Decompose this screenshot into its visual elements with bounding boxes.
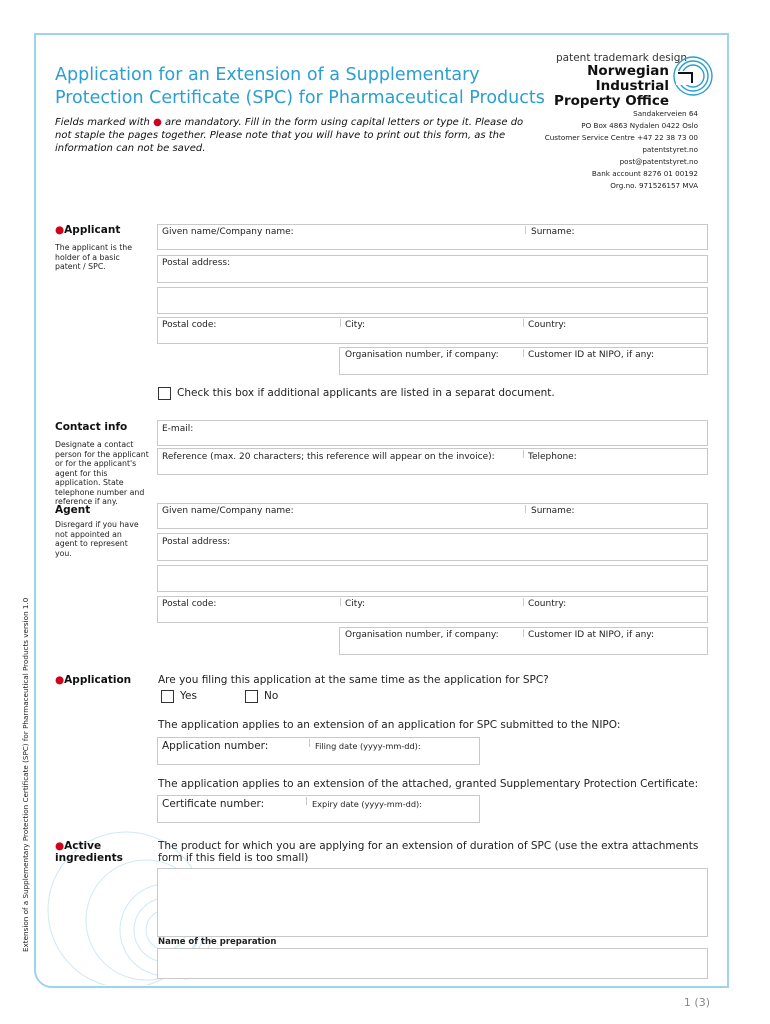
applicant-location-field[interactable]: [157, 317, 708, 344]
expiry-date-label: Expiry date (yyyy-mm-dd):: [312, 799, 423, 809]
agent-postal-address-field-2[interactable]: [157, 565, 708, 592]
side-version-text: Extension of a Supplementary Protection Certificate (SPC) for Pharmaceutical Products version 1.0: [21, 597, 30, 952]
extension-certificate-text: The application applies to an extension of the attached, granted Supplementary Protection Certificate:: [158, 778, 699, 790]
agent-postal-address-field[interactable]: [157, 533, 708, 561]
agent-surname-label: Surname:: [531, 506, 575, 516]
contact-heading: Contact info: [55, 421, 128, 433]
agent-postal-code-label: Postal code:: [162, 599, 217, 609]
application-number-label: Application number:: [162, 740, 269, 752]
page-number: 1 (3): [683, 996, 710, 1009]
contact-telephone-label: Telephone:: [528, 452, 577, 462]
applicant-note: The applicant is the holder of a basic patent / SPC.: [55, 243, 133, 271]
applicant-given-name-label: Given name/Company name:: [162, 227, 294, 237]
logo-icon: [672, 55, 714, 97]
additional-applicants-label: Check this box if additional applicants are listed in a separat document.: [177, 387, 555, 399]
applicant-org-number-label: Organisation number, if company:: [345, 350, 499, 360]
logo-tagline: patent trademark design: [556, 52, 688, 64]
agent-note: Disregard if you have not appointed an agent to represent you.: [55, 520, 139, 558]
agent-heading: Agent: [55, 504, 91, 516]
contact-email-field[interactable]: [157, 420, 708, 446]
active-ingredients-field[interactable]: [157, 868, 708, 937]
applicant-postal-address-label: Postal address:: [162, 258, 231, 268]
active-ingredients-text: The product for which you are applying for an extension of duration of SPC (use the extra attachments form if this field is too small): [158, 840, 699, 864]
applicant-city-label: City:: [345, 320, 366, 330]
agent-given-name-label: Given name/Company name:: [162, 506, 294, 516]
contact-note: Designate a contact person for the applicant or for the applicant's agent for this application. State telephone number and reference if any.: [55, 440, 149, 506]
applicant-surname-label: Surname:: [531, 227, 575, 237]
agent-city-label: City:: [345, 599, 366, 609]
agent-location-field[interactable]: [157, 596, 708, 623]
active-ingredients-heading: ●Active ingredients: [55, 840, 123, 864]
application-question: Are you filing this application at the same time as the application for SPC?: [158, 674, 549, 686]
agent-customer-id-label: Customer ID at NIPO, if any:: [528, 630, 654, 640]
mandatory-dot-icon: ●: [153, 117, 162, 128]
filing-date-label: Filing date (yyyy-mm-dd):: [315, 741, 421, 751]
contact-email-label: E-mail:: [162, 424, 194, 434]
application-heading: ●Application: [55, 674, 132, 686]
preparation-name-field[interactable]: [157, 948, 708, 979]
yes-label: Yes: [180, 690, 197, 702]
no-label: No: [264, 690, 279, 702]
applicant-postal-address-field[interactable]: [157, 255, 708, 283]
office-address: Sandakerveien 64 PO Box 4863 Nydalen 0422 Oslo Customer Service Centre +47 22 38 73 00 patentstyret.no post@patentstyret.no Bank account 8276 01 00192 Org.no. 971526157 MVA: [544, 109, 698, 190]
preparation-name-label: Name of the preparation: [158, 937, 277, 947]
contact-reference-label: Reference (max. 20 characters; this reference will appear on the invoice):: [162, 452, 495, 462]
agent-org-number-label: Organisation number, if company:: [345, 630, 499, 640]
yes-checkbox[interactable]: [161, 690, 174, 703]
logo-name: Norwegian Industrial Property Office: [554, 63, 669, 109]
applicant-postal-code-label: Postal code:: [162, 320, 217, 330]
applicant-customer-id-label: Customer ID at NIPO, if any:: [528, 350, 654, 360]
additional-applicants-checkbox[interactable]: [158, 387, 171, 400]
applicant-heading: ●Applicant: [55, 224, 121, 236]
page-title: Application for an Extension of a Supplementary Protection Certificate (SPC) for Pharmaceutical Products: [55, 65, 545, 108]
agent-postal-address-label: Postal address:: [162, 537, 231, 547]
no-checkbox[interactable]: [245, 690, 258, 703]
extension-application-text: The application applies to an extension of an application for SPC submitted to the NIPO:: [158, 719, 621, 731]
agent-country-label: Country:: [528, 599, 567, 609]
intro-text: Fields marked with ● are mandatory. Fill in the form using capital letters or type it. Please do not staple the pages together. Please note that you will have to print out this form, as the information can not be saved.: [55, 117, 524, 154]
applicant-country-label: Country:: [528, 320, 567, 330]
applicant-postal-address-field-2[interactable]: [157, 287, 708, 314]
certificate-number-label: Certificate number:: [162, 798, 265, 810]
